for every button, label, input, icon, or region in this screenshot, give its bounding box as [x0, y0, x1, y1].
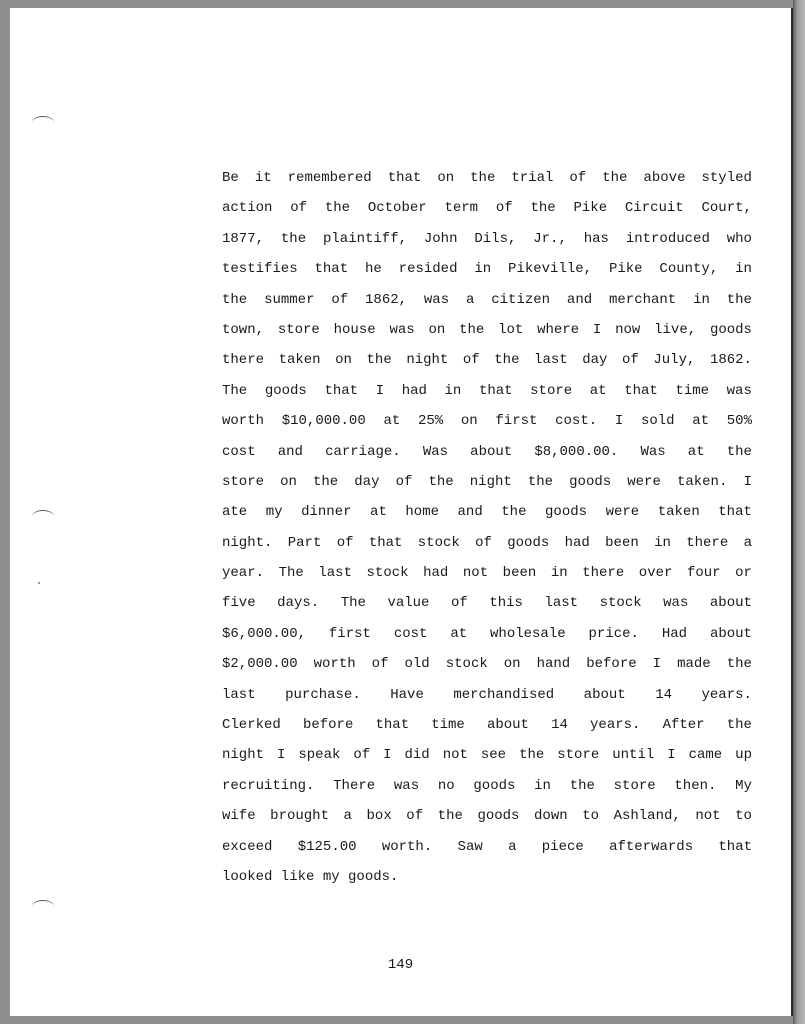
word: resided	[398, 261, 458, 278]
text-line	[222, 649, 752, 679]
word: the	[366, 352, 392, 369]
word: goods	[473, 777, 516, 794]
word: testifies	[222, 261, 298, 278]
word: cost	[393, 625, 428, 642]
word: My	[735, 777, 752, 794]
word: of	[371, 656, 389, 673]
word: goods	[507, 534, 550, 551]
word: value	[387, 595, 430, 612]
word: Jr.,	[533, 230, 567, 247]
word: summer	[264, 291, 315, 308]
word: of	[336, 534, 354, 551]
word: goods	[569, 473, 612, 490]
word: July,	[653, 352, 696, 369]
word: not	[695, 808, 721, 825]
word: that	[478, 382, 513, 399]
word: Ashland,	[613, 808, 681, 825]
word: and	[566, 291, 593, 308]
text-line	[222, 619, 752, 649]
word: wife	[222, 808, 256, 825]
text-line	[222, 163, 752, 193]
text-line	[222, 345, 752, 375]
text-line	[222, 680, 752, 710]
word: stock	[417, 534, 460, 551]
text-line	[222, 406, 752, 436]
word: that	[368, 534, 403, 551]
word: taken	[278, 352, 321, 369]
word: store	[222, 473, 265, 490]
text-line	[222, 315, 752, 345]
word: was	[726, 382, 752, 399]
word: stock	[366, 565, 409, 582]
word: to	[582, 808, 600, 825]
word: where	[537, 321, 580, 338]
word: before	[586, 656, 637, 673]
word: days.	[277, 595, 320, 612]
word: merchandised	[453, 686, 555, 703]
text-line	[222, 740, 752, 770]
binder-hole-mark-bottom	[32, 900, 54, 913]
word: The	[278, 565, 304, 582]
word: $6,000.00,	[222, 625, 307, 642]
word: I	[592, 321, 602, 338]
word: $10,000.00	[281, 413, 366, 430]
word: until	[612, 747, 655, 764]
scan-speck	[38, 582, 40, 584]
text-line	[222, 254, 752, 284]
word: exceed	[222, 838, 273, 855]
word: merchant	[609, 291, 677, 308]
word: After	[662, 717, 705, 734]
word: brought	[270, 808, 329, 825]
word: I	[383, 747, 392, 764]
word: about	[470, 443, 513, 460]
word: there	[222, 352, 265, 369]
word: $8,000.00.	[534, 443, 619, 460]
word: store	[557, 747, 600, 764]
word: who	[726, 230, 752, 247]
word: down	[534, 808, 568, 825]
word: action	[222, 200, 273, 217]
binder-hole-mark-middle	[32, 510, 54, 523]
word: Pikeville,	[508, 261, 593, 278]
word: John	[423, 230, 458, 247]
word: the	[726, 656, 752, 673]
word: of	[622, 352, 639, 369]
word: over	[638, 565, 673, 582]
word: of	[450, 595, 468, 612]
word: I	[276, 747, 286, 764]
word: lot	[498, 321, 524, 338]
word: were	[627, 473, 661, 490]
word: ate	[222, 504, 248, 521]
word: recruiting.	[222, 777, 315, 794]
text-line-last: looked like my goods.	[222, 868, 399, 885]
text-line	[222, 497, 752, 527]
word: Part	[287, 534, 322, 551]
word: on	[335, 352, 352, 369]
word: had	[564, 534, 590, 551]
word: I	[743, 473, 752, 490]
word: old	[404, 656, 430, 673]
word: goods	[477, 808, 520, 825]
binder-hole-mark-top	[32, 116, 54, 129]
word: there	[582, 565, 625, 582]
word: The	[222, 382, 248, 399]
word: the	[519, 747, 545, 764]
word: not	[442, 747, 468, 764]
word: the	[470, 170, 496, 186]
word: dinner	[301, 504, 352, 521]
word: of	[290, 200, 308, 217]
text-line	[222, 193, 752, 223]
word: Have	[390, 686, 424, 703]
word: of	[406, 808, 424, 825]
text-line	[222, 285, 752, 315]
word: was	[663, 595, 689, 612]
word: at	[692, 413, 710, 430]
word: Circuit	[624, 200, 684, 217]
word: plaintiff,	[322, 230, 407, 247]
word: he	[364, 261, 382, 278]
word: I	[667, 747, 676, 764]
word: the	[569, 777, 595, 794]
word: now	[615, 321, 641, 338]
text-line	[222, 528, 752, 558]
word: at	[370, 504, 387, 521]
word: was	[423, 291, 450, 308]
word: 50%	[726, 413, 752, 430]
word: the	[222, 291, 248, 308]
word: day	[354, 473, 380, 490]
word: the	[324, 200, 351, 217]
text-line	[222, 224, 752, 254]
word: purchase.	[285, 686, 361, 703]
word: had	[423, 565, 449, 582]
word: the	[726, 443, 752, 460]
word: then.	[674, 777, 717, 794]
word: it	[254, 170, 272, 186]
word: a	[508, 838, 517, 855]
text-line	[222, 832, 752, 862]
word: that	[375, 717, 410, 734]
word: came	[688, 747, 723, 764]
word: 14	[655, 686, 672, 703]
word: 25%	[417, 413, 444, 430]
word: in	[444, 382, 462, 399]
word: or	[735, 565, 752, 582]
word: year.	[222, 565, 265, 582]
word: store	[277, 321, 320, 338]
word: a	[465, 291, 475, 308]
word: the	[312, 473, 339, 490]
word: at	[383, 413, 401, 430]
word: October	[367, 200, 427, 217]
word: this	[489, 595, 523, 612]
word: night	[469, 473, 512, 490]
word: that	[718, 838, 752, 855]
word: Be	[222, 170, 239, 186]
word: before	[302, 717, 354, 734]
word: the	[726, 291, 752, 308]
word: town,	[222, 321, 265, 338]
text-line	[222, 588, 752, 618]
page-number: 149	[387, 957, 414, 973]
word: of	[331, 291, 349, 308]
word: the	[280, 230, 307, 247]
word: made	[677, 656, 711, 673]
word: and	[277, 443, 303, 460]
word: to	[735, 808, 752, 825]
word: my	[265, 504, 283, 521]
word: had	[401, 382, 427, 399]
word: about	[486, 717, 529, 734]
word: that	[324, 382, 359, 399]
word: the	[428, 473, 454, 490]
word: introduced	[625, 230, 710, 247]
word: Was	[640, 443, 666, 460]
word: Court,	[701, 200, 752, 217]
word: Clerked	[222, 717, 281, 734]
word: a	[343, 808, 352, 825]
word: worth.	[381, 838, 433, 855]
word: no	[437, 777, 455, 794]
word: last	[544, 595, 579, 612]
word: The	[340, 595, 366, 612]
word: $125.00	[297, 838, 357, 855]
word: the	[726, 717, 752, 734]
word: in	[534, 777, 551, 794]
word: last	[318, 565, 352, 582]
word: afterwards	[609, 838, 694, 855]
word: not	[462, 565, 489, 582]
word: remembered	[287, 170, 372, 186]
word: 1877,	[222, 230, 265, 247]
word: I	[652, 656, 662, 673]
word: in	[693, 291, 710, 308]
word: goods	[709, 321, 752, 338]
word: Pike	[573, 200, 608, 217]
word: time	[675, 382, 710, 399]
word: first	[495, 413, 538, 430]
word: of	[475, 534, 492, 551]
word: last	[222, 686, 256, 703]
testimony-text	[222, 163, 752, 892]
word: years.	[590, 717, 641, 734]
word: on	[437, 170, 455, 186]
word: stock	[599, 595, 642, 612]
word: hand	[536, 656, 571, 673]
word: time	[431, 717, 465, 734]
word: the	[527, 473, 554, 490]
word: that	[718, 504, 752, 521]
word: 14	[551, 717, 568, 734]
word: a	[743, 534, 752, 551]
word: first	[328, 625, 371, 642]
word: price.	[588, 625, 639, 642]
word: in	[654, 534, 671, 551]
word: house	[333, 321, 376, 338]
text-line	[222, 771, 752, 801]
word: of	[462, 352, 480, 369]
word: day	[582, 352, 608, 369]
word: about	[583, 686, 626, 703]
word: night	[406, 352, 449, 369]
word: piece	[541, 838, 584, 855]
text-line	[222, 467, 752, 497]
word: Saw	[457, 838, 483, 855]
word: that	[314, 261, 349, 278]
word: the	[437, 808, 463, 825]
word: about	[709, 625, 752, 642]
word: that	[387, 170, 422, 186]
word: live,	[654, 321, 697, 338]
word: stock	[445, 656, 488, 673]
word: last	[534, 352, 568, 369]
word: up	[735, 747, 752, 764]
word: worth	[222, 413, 265, 430]
word: about	[709, 595, 752, 612]
word: years.	[701, 686, 752, 703]
word: night.	[222, 534, 273, 551]
word: and	[457, 504, 483, 521]
word: the	[494, 352, 520, 369]
text-line	[222, 710, 752, 740]
word: the	[501, 504, 527, 521]
word: box	[366, 808, 392, 825]
word: of	[353, 747, 371, 764]
word: on	[503, 656, 521, 673]
word: were	[605, 504, 640, 521]
word: taken	[657, 504, 700, 521]
word: I	[375, 382, 385, 399]
word: above	[643, 170, 686, 186]
text-line	[222, 376, 752, 406]
word: was	[389, 321, 415, 338]
word: did	[404, 747, 430, 764]
word: home	[405, 504, 439, 521]
word: goods	[264, 382, 307, 399]
word: at	[589, 382, 607, 399]
word: in	[550, 565, 568, 582]
word: was	[393, 777, 420, 794]
word: cost.	[555, 413, 598, 430]
word: wholesale	[490, 625, 566, 642]
word: speak	[298, 747, 341, 764]
document-page	[10, 8, 793, 1016]
word: in	[474, 261, 492, 278]
word: four	[686, 565, 721, 582]
word: trial	[511, 170, 554, 186]
word: I	[614, 413, 624, 430]
word: 1862,	[365, 291, 408, 308]
word: that	[624, 382, 658, 399]
word: Had	[661, 625, 688, 642]
word: of	[395, 473, 413, 490]
word: in	[735, 261, 752, 278]
word: worth	[313, 656, 356, 673]
word: $2,000.00	[222, 656, 298, 673]
word: 1862.	[709, 352, 752, 369]
word: at	[450, 625, 468, 642]
word: on	[428, 321, 446, 338]
word: the	[602, 170, 628, 186]
text-line	[222, 801, 752, 831]
word: styled	[701, 170, 752, 186]
text-line	[222, 437, 752, 467]
word: there	[686, 534, 729, 551]
word: Dils,	[474, 230, 517, 247]
word: store	[530, 382, 573, 399]
word: Pike	[608, 261, 643, 278]
word: taken.	[676, 473, 728, 490]
word: carriage.	[325, 443, 401, 460]
word: on	[460, 413, 478, 430]
word: has	[583, 230, 609, 247]
scan-edge	[793, 0, 805, 1024]
word: see	[480, 747, 507, 764]
word: at	[687, 443, 705, 460]
word: cost	[222, 443, 256, 460]
word: night	[222, 747, 265, 764]
word: of	[495, 200, 513, 217]
word: sold	[640, 413, 675, 430]
word: of	[569, 170, 587, 186]
word: been	[605, 534, 639, 551]
word: term	[444, 200, 479, 217]
word: citizen	[491, 291, 551, 308]
word: goods	[545, 504, 588, 521]
word: five	[222, 595, 256, 612]
word: There	[333, 777, 376, 794]
word: the	[530, 200, 556, 217]
word: been	[502, 565, 537, 582]
word: store	[613, 777, 656, 794]
word: Was	[422, 443, 449, 460]
word: County,	[659, 261, 719, 278]
text-line	[222, 558, 752, 588]
word: on	[280, 473, 297, 490]
word: the	[459, 321, 485, 338]
